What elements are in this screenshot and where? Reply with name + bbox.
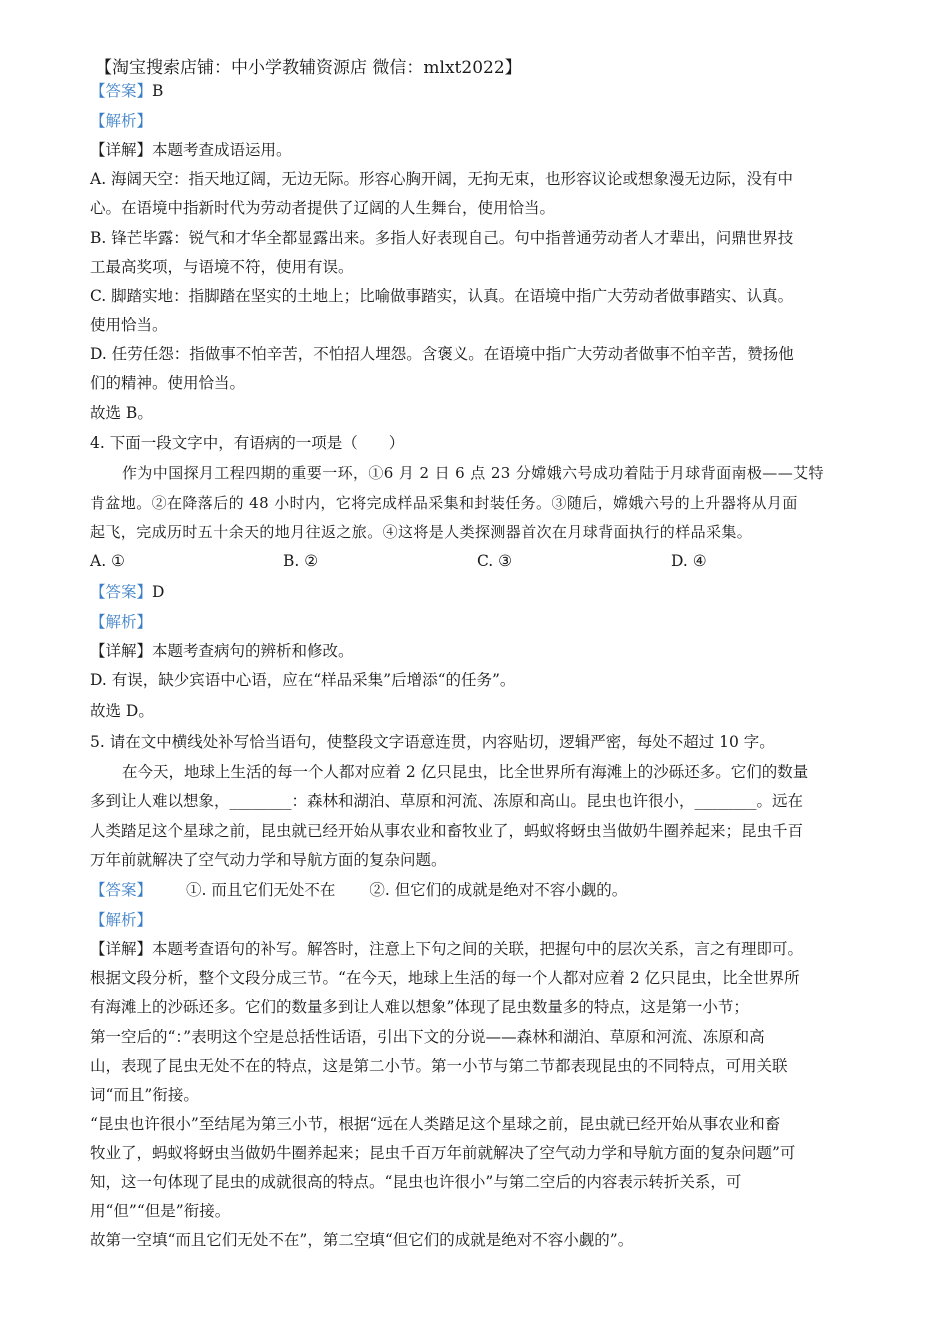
q4-conclusion: 故选 D。 xyxy=(90,702,154,720)
blank-2: ________ xyxy=(694,792,757,810)
q5-passage-line4: 万年前就解决了空气动力学和导航方面的复杂问题。 xyxy=(90,851,447,869)
answer-tag: 【答案】 xyxy=(90,82,153,100)
q4-option-d: D. ④ xyxy=(671,552,707,570)
q3-option-c-line2: 使用恰当。 xyxy=(90,316,168,334)
q5-explanation-1: 本题考查语句的补写。解答时，注意上下句之间的关联，把握句中的层次关系，言之有理即可。 xyxy=(152,940,804,958)
q5-answer-1: ①. 而且它们无处不在 xyxy=(186,881,336,899)
q5-explanation-line1 xyxy=(90,938,803,960)
q5-passage-line1: 在今天，地球上生活的每一个人都对应着 2 亿只昆虫，比全世界所有海滩上的沙砾还多。它们的数量 xyxy=(122,763,809,781)
q4-answer-line xyxy=(90,581,164,603)
q3-option-d-line1: D. 任劳任怨：指做事不怕辛苦，不怕招人埋怨。含褒义。在语境中指广大劳动者做事不怕辛苦，赞扬他 xyxy=(90,345,794,363)
q5-explanation-line10: 用“但”“但是”衔接。 xyxy=(90,1202,231,1220)
q5-answer-line xyxy=(90,879,627,901)
q4-option-b: B. ② xyxy=(283,552,319,570)
q4-detail: 本题考查病句的辨析和修改。 xyxy=(152,642,354,660)
q4-stem: 4. 下面一段文字中，有语病的一项是（ ） xyxy=(90,434,405,452)
q5-passage-seg2: ：森林和湖泊、草原和河流、冻原和高山。昆虫也许很小， xyxy=(291,792,695,810)
q3-option-b-line2: 工最高奖项，与语境不符，使用有误。 xyxy=(90,258,354,276)
q4-option-d-explanation: D. 有误，缺少宾语中心语，应在“样品采集”后增添“的任务”。 xyxy=(90,671,516,689)
q4-analysis-tag: 【解析】 xyxy=(90,613,153,631)
shop-header: 【淘宝搜索店铺：中小学教辅资源店 微信：mlxt2022】 xyxy=(95,58,522,78)
q5-explanation-line7: “昆虫也许很小”至结尾为第三小节，根据“远在人类踏足这个星球之前，昆虫就已经开始从事农业和畜 xyxy=(90,1115,781,1133)
q3-detail-line xyxy=(90,139,292,161)
detail-tag: 【详解】 xyxy=(90,940,153,958)
q3-analysis-tag: 【解析】 xyxy=(90,112,153,130)
q3-option-b-line1: B. 锋芒毕露：锐气和才华全都显露出来。多指人好表现自己。句中指普通劳动者人才辈出，问鼎世界技 xyxy=(90,229,794,247)
q5-passage-line3: 人类踏足这个星球之前，昆虫就已经开始从事农业和畜牧业了，蚂蚁将蚜虫当做奶牛圈养起来；昆虫千百 xyxy=(90,822,804,840)
q3-option-a-line1: A. 海阔天空：指天地辽阔，无边无际。形容心胸开阔，无拘无束，也形容议论或想象漫无边际，没有中 xyxy=(90,170,794,188)
detail-tag: 【详解】 xyxy=(90,642,153,660)
answer-tag: 【答案】 xyxy=(90,583,153,601)
q5-passage-seg1: 多到让人难以想象， xyxy=(90,792,230,810)
q5-passage-seg3: 。远在 xyxy=(756,792,804,810)
q5-explanation-line4: 第一空后的“：”表明这个空是总括性话语，引出下文的分说——森林和湖泊、草原和河流、冻原和高 xyxy=(90,1028,765,1046)
q4-option-c: C. ③ xyxy=(477,552,513,570)
q5-explanation-line5: 山，表现了昆虫无处不在的特点，这是第二小节。第一小节与第二节都表现昆虫的不同特点，可用关联 xyxy=(90,1057,788,1075)
q4-passage-line2: 肯盆地。②在降落后的 48 小时内，它将完成样品采集和封装任务。③随后，嫦娥六号的上升器将从月面 xyxy=(90,494,798,512)
q5-explanation-line9: 知，这一句体现了昆虫的成就很高的特点。“昆虫也许很小”与第二空后的内容表示转折关系，可 xyxy=(90,1173,742,1191)
q3-detail: 本题考查成语运用。 xyxy=(152,141,292,159)
q5-explanation-line8: 牧业了，蚂蚁将蚜虫当做奶牛圈养起来；昆虫千百万年前就解决了空气动力学和导航方面的复杂问题”可 xyxy=(90,1144,796,1162)
q5-answer-2: ②. 但它们的成就是绝对不容小觑的。 xyxy=(369,881,628,899)
q3-answer: B xyxy=(152,82,164,100)
q5-stem: 5. 请在文中横线处补写恰当语句，使整段文字语意连贯，内容贴切，逻辑严密，每处不超过 10 字。 xyxy=(90,733,775,751)
q4-passage-line1: 作为中国探月工程四期的重要一环，①6 月 2 日 6 点 23 分嫦娥六号成功着陆于月球背面南极——艾特 xyxy=(122,464,824,482)
q3-conclusion: 故选 B。 xyxy=(90,404,153,422)
q4-option-a: A. ① xyxy=(90,552,125,570)
q5-passage-line2 xyxy=(90,790,803,812)
blank-1: ________ xyxy=(229,792,292,810)
q5-explanation-line6: 词“而且”衔接。 xyxy=(90,1086,199,1104)
answer-tag: 【答案】 xyxy=(90,881,153,899)
detail-tag: 【详解】 xyxy=(90,141,153,159)
q4-detail-line xyxy=(90,640,354,662)
q3-option-c-line1: C. 脚踏实地：指脚踏在坚实的土地上；比喻做事踏实，认真。在语境中指广大劳动者做事踏实、认真。 xyxy=(90,287,794,305)
q5-explanation-line3: 有海滩上的沙砾还多。它们的数量多到让人难以想象”体现了昆虫数量多的特点，这是第一小节； xyxy=(90,998,749,1016)
q4-answer: D xyxy=(152,583,165,601)
q4-passage-line3: 起飞，完成历时五十余天的地月往返之旅。④这将是人类探测器首次在月球背面执行的样品采集。 xyxy=(90,523,753,541)
q3-option-d-line2: 们的精神。使用恰当。 xyxy=(90,374,246,392)
q5-analysis-tag: 【解析】 xyxy=(90,911,153,929)
q5-conclusion: 故第一空填“而且它们无处不在”，第二空填“但它们的成就是绝对不容小觑的”。 xyxy=(90,1231,634,1249)
q3-option-a-line2: 心。在语境中指新时代为劳动者提供了辽阔的人生舞台，使用恰当。 xyxy=(90,199,556,217)
q3-answer-line xyxy=(90,80,163,102)
q5-explanation-line2: 根据文段分析，整个文段分成三节。“在今天，地球上生活的每一个人都对应着 2 亿只昆虫，比全世界所 xyxy=(90,969,800,987)
